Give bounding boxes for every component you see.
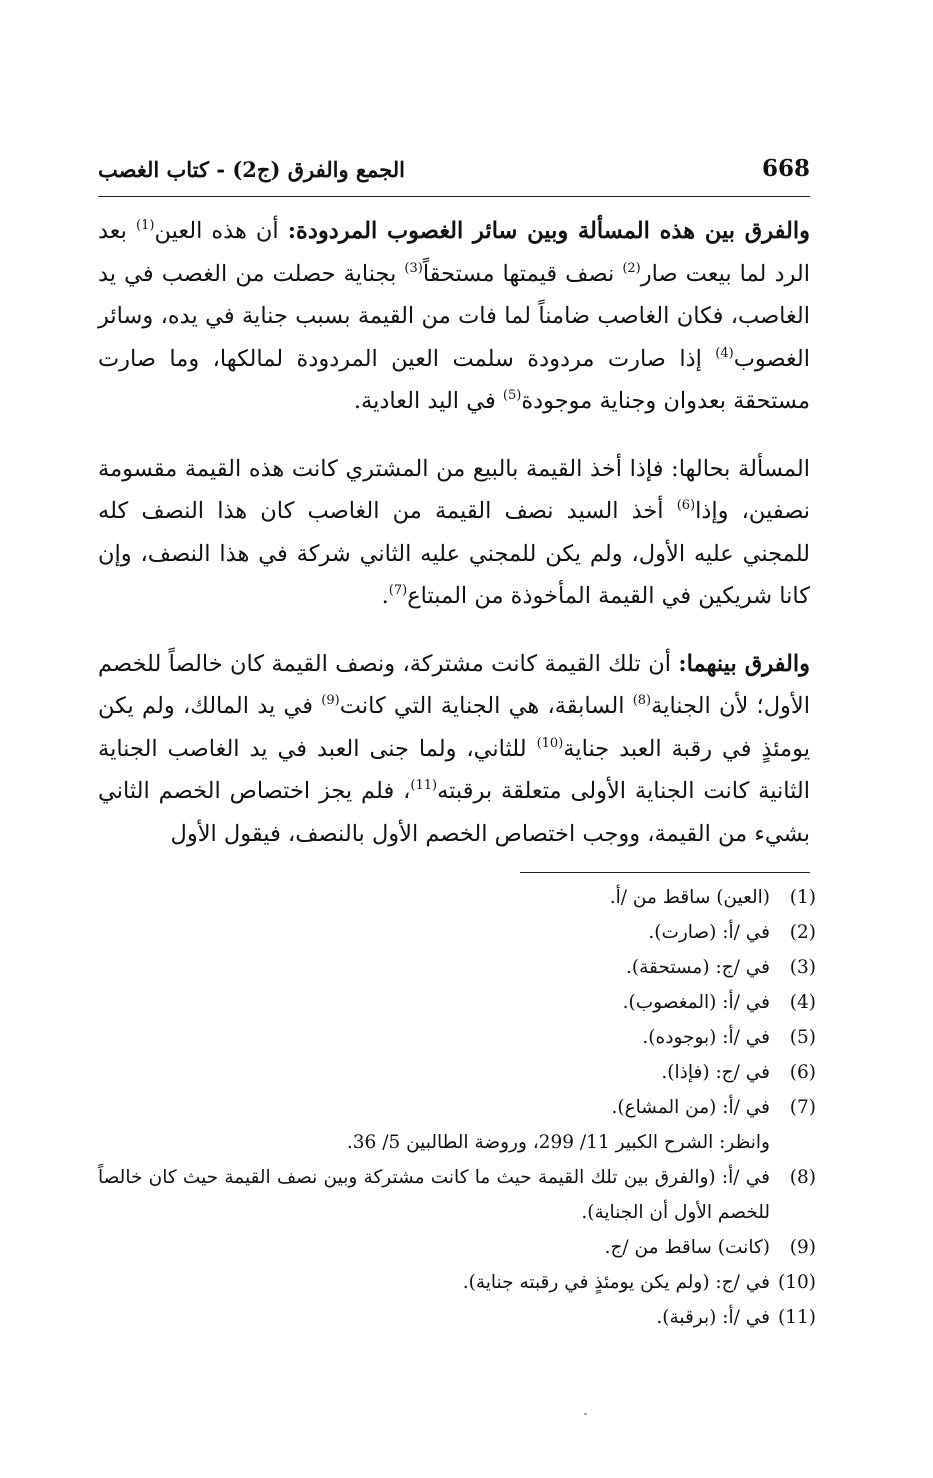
footnote-number: (9) <box>789 1237 816 1258</box>
text-run: المسألة بحالها: فإذا أخذ القيمة بالبيع من المشتري كانت هذه القيمة مقسومة نصفين، وإذا <box>98 455 811 524</box>
footnote-ref-5[interactable]: (5) <box>502 388 522 403</box>
footnote-9 <box>98 1230 816 1265</box>
text-run: في اليد العادية. <box>353 388 503 414</box>
paragraph-lead: والفرق بين هذه المسألة وبين سائر الغصوب المردودة: <box>287 218 810 244</box>
footnote-number: (5) <box>789 1027 816 1048</box>
text-run: بعد الرد لما بيعت صار <box>98 218 811 287</box>
footnote-rule <box>520 872 810 873</box>
footnote-ref-11[interactable]: (11) <box>410 778 438 793</box>
main-text <box>98 210 810 855</box>
footnote-number: (3) <box>789 957 816 978</box>
text-run: للثاني، ولما جنى العبد في يد الغاصب الجناية الثانية كانت الجناية الأولى متعلقة برقبته <box>98 735 811 804</box>
footnote-text: في /أ: (برقبة). <box>656 1307 770 1328</box>
footnote-text-block <box>98 1090 770 1160</box>
running-title: الجمع والفرق (ج2) - كتاب الغصب <box>98 157 406 182</box>
footnote-text: (كانت) ساقط من /ج. <box>604 1237 770 1258</box>
page-header <box>98 155 810 191</box>
footnote-7 <box>98 1090 816 1160</box>
footnote-4 <box>98 985 816 1020</box>
footnote-text: في /أ: (من المشاع). <box>611 1097 770 1118</box>
footnote-ref-1[interactable]: (1) <box>136 218 155 233</box>
footnote-ref-4[interactable]: (4) <box>715 345 734 361</box>
footnote-ref-7[interactable]: (7) <box>388 583 408 598</box>
footnote-ref-8[interactable]: (8) <box>632 693 652 708</box>
footnote-number: (7) <box>789 1097 816 1118</box>
footnote-text: في /أ: (والفرق بين تلك القيمة حيث ما كانت مشتركة وبين نصف القيمة حيث كان خالصاً للخصم الأول أن الجناية). <box>98 1167 770 1223</box>
footnote-2 <box>98 915 816 950</box>
footnote-ref-2[interactable]: (2) <box>622 260 641 276</box>
text-run: بجناية حصلت من الغصب في يد الغاصب، فكان الغاصب ضامناً لما فات من القيمة بسبب جناية في يده، وسائر الغصوب <box>98 260 810 372</box>
text-run: . <box>381 583 389 609</box>
footnotes <box>98 880 816 1335</box>
footnote-10 <box>98 1265 816 1300</box>
footnote-8 <box>98 1160 816 1230</box>
footnote-number: (1) <box>789 887 816 908</box>
footnote-text: في /أ: (المغصوب). <box>622 992 770 1013</box>
footnote-text: في /أ: (بوجوده). <box>642 1027 770 1048</box>
footnote-number: (6) <box>789 1062 816 1083</box>
header-rule <box>98 196 810 197</box>
footnote-ref-9[interactable]: (9) <box>321 693 340 708</box>
footnote-number: (11) <box>778 1307 816 1328</box>
text-run: أن تلك القيمة كانت مشتركة، ونصف القيمة كان خالصاً للخصم الأول؛ لأن الجناية <box>98 650 810 719</box>
text-run: ، فلم يجز اختصاص الخصم الثاني بشيء من القيمة، ووجب اختصاص الخصم الأول بالنصف، فيقول الأول <box>98 778 810 847</box>
scan-speck <box>584 1413 587 1415</box>
footnote-text: في /ج: (مستحقة). <box>626 957 770 978</box>
footnote-ref-3[interactable]: (3) <box>404 260 423 276</box>
paragraph-difference-between <box>98 643 810 856</box>
text-run: أن هذه العين <box>154 218 288 244</box>
footnote-text: في /ج: (ولم يكن يومئذٍ في رقبته جناية). <box>462 1272 770 1293</box>
paragraph-difference-returned <box>98 210 810 423</box>
footnote-6 <box>98 1055 816 1090</box>
footnote-number: (8) <box>789 1167 816 1188</box>
text-run: السابقة، هي الجناية التي كانت <box>339 693 633 719</box>
footnote-3 <box>98 950 816 985</box>
footnote-text: (العين) ساقط من /أ. <box>609 887 770 908</box>
footnote-number: (2) <box>789 922 816 943</box>
text-run: إذا صارت مردودة سلمت العين المردودة لمالكها، وما صارت مستحقة بعدوان وجناية موجودة <box>98 345 810 414</box>
text-run: أخذ السيد نصف القيمة من الغاصب كان هذا النصف كله للمجني عليه الأول، ولم يكن للمجني عليه الثاني شركة في هذا النصف، وإن كانا شريكين في القيمة المأخوذة من المبتاع <box>98 498 810 609</box>
text-run: نصف قيمتها مستحقاً <box>422 260 623 287</box>
footnote-ref-10[interactable]: (10) <box>536 735 564 751</box>
footnote-number: (4) <box>789 992 816 1013</box>
footnote-text: في /ج: (فإذا). <box>661 1062 770 1083</box>
footnote-5 <box>98 1020 816 1055</box>
text-run: في يد المالك، ولم يكن يومئذٍ في رقبة العبد جناية <box>98 693 810 762</box>
paragraph-lead: والفرق بينهما: <box>678 650 810 677</box>
page-number: 668 <box>761 155 810 182</box>
footnote-1 <box>98 880 816 915</box>
footnote-continuation: وانظر: الشرح الكبير 11/ 299، وروضة الطالبين 5/ 36. <box>346 1132 770 1153</box>
footnote-text: في /أ: (صارت). <box>648 922 770 943</box>
footnote-11 <box>98 1300 816 1335</box>
footnote-ref-6[interactable]: (6) <box>676 498 696 513</box>
footnote-number: (10) <box>778 1272 816 1293</box>
paragraph-same-case <box>98 448 810 618</box>
